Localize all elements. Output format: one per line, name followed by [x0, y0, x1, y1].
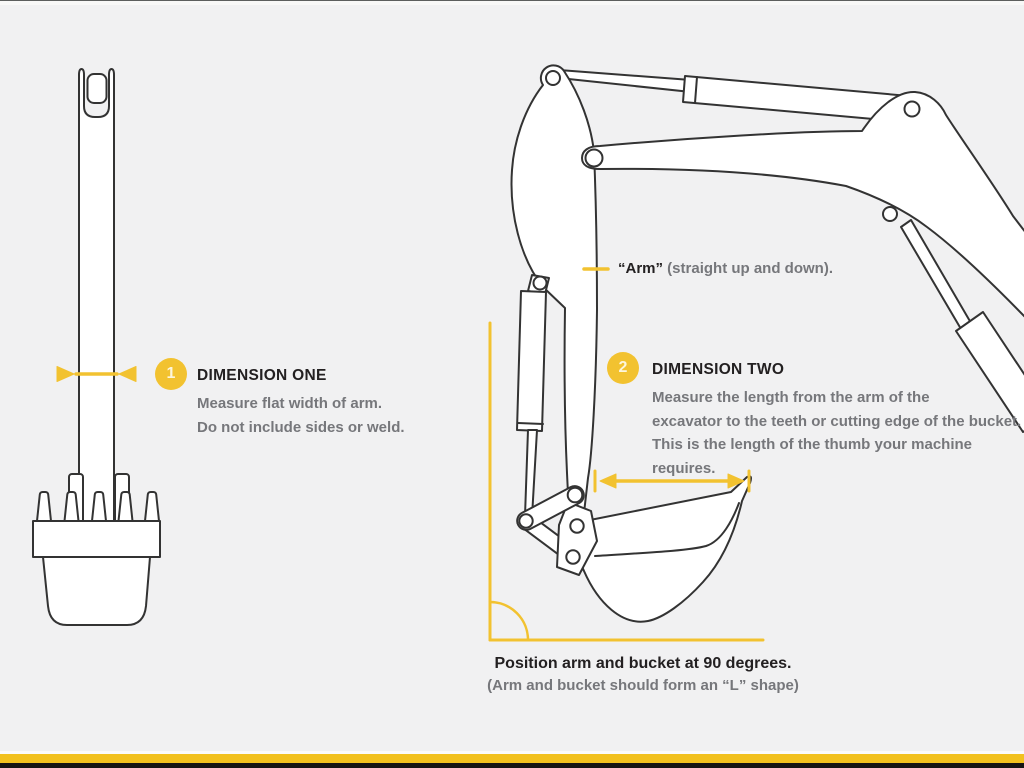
boom-nose-pin	[905, 102, 920, 117]
dimension-one-line-1: Measure flat width of arm.	[197, 395, 383, 412]
link-pin-b	[519, 514, 532, 527]
bucket-teeth-front	[37, 492, 159, 521]
bucket-cylinder-gland	[518, 423, 543, 424]
bucket-shell-front	[43, 557, 150, 625]
dimension-one-badge	[155, 358, 187, 390]
footer-yellow-bar	[0, 754, 1024, 763]
dimension-one-text	[197, 366, 467, 439]
boom-body	[582, 92, 1024, 318]
badge-number: 1	[166, 365, 176, 382]
dimension-two-line-1: Measure the length from the arm of the	[652, 389, 930, 406]
link-pin-c	[570, 519, 583, 532]
dimension-one-title: DIMENSION ONE	[197, 367, 327, 384]
dimension-two-line-3: This is the length of the thumb your machine requires.	[652, 436, 973, 477]
dimension-two-text	[652, 360, 1024, 480]
arm-boom-pivot-pin	[586, 150, 603, 167]
bottom-caption	[433, 653, 853, 698]
arm-label	[618, 260, 833, 278]
bucket-cylinder-body	[517, 291, 546, 431]
arm-top-pin	[546, 71, 560, 85]
footer-black-bar	[0, 763, 1024, 768]
dimension-two-badge	[607, 352, 639, 384]
dimension-one-line-2: Do not include sides or weld.	[197, 418, 405, 436]
boom-boss-pin	[883, 207, 897, 221]
caption-gray-line: (Arm and bucket should form an “L” shape)	[487, 677, 799, 694]
badge-number: 2	[618, 359, 628, 376]
link-pin-a	[568, 488, 583, 503]
link-pin-d	[566, 550, 579, 563]
arm-cylinder-rod	[559, 70, 691, 92]
bucket-band-front	[33, 521, 160, 557]
clevis-link	[88, 74, 107, 103]
caption-bold-line: Position arm and bucket at 90 degrees.	[494, 655, 792, 672]
bucket-cylinder-rod	[525, 430, 537, 517]
arm-label-rest: (straight up and down).	[663, 260, 833, 277]
left-figure-arm-front-view	[33, 69, 160, 625]
bucket-cylinder-mount-pin	[534, 277, 547, 290]
right-figure-excavator-side-view	[490, 65, 1024, 640]
arm-front-body	[79, 69, 114, 523]
dimension-two-title: DIMENSION TWO	[652, 361, 785, 378]
arm-label-bold: “Arm”	[618, 260, 664, 277]
dimension-two-line-2: excavator to the teeth or cutting edge of the bucket.	[652, 412, 1022, 430]
bucket-side-shell	[573, 476, 751, 621]
